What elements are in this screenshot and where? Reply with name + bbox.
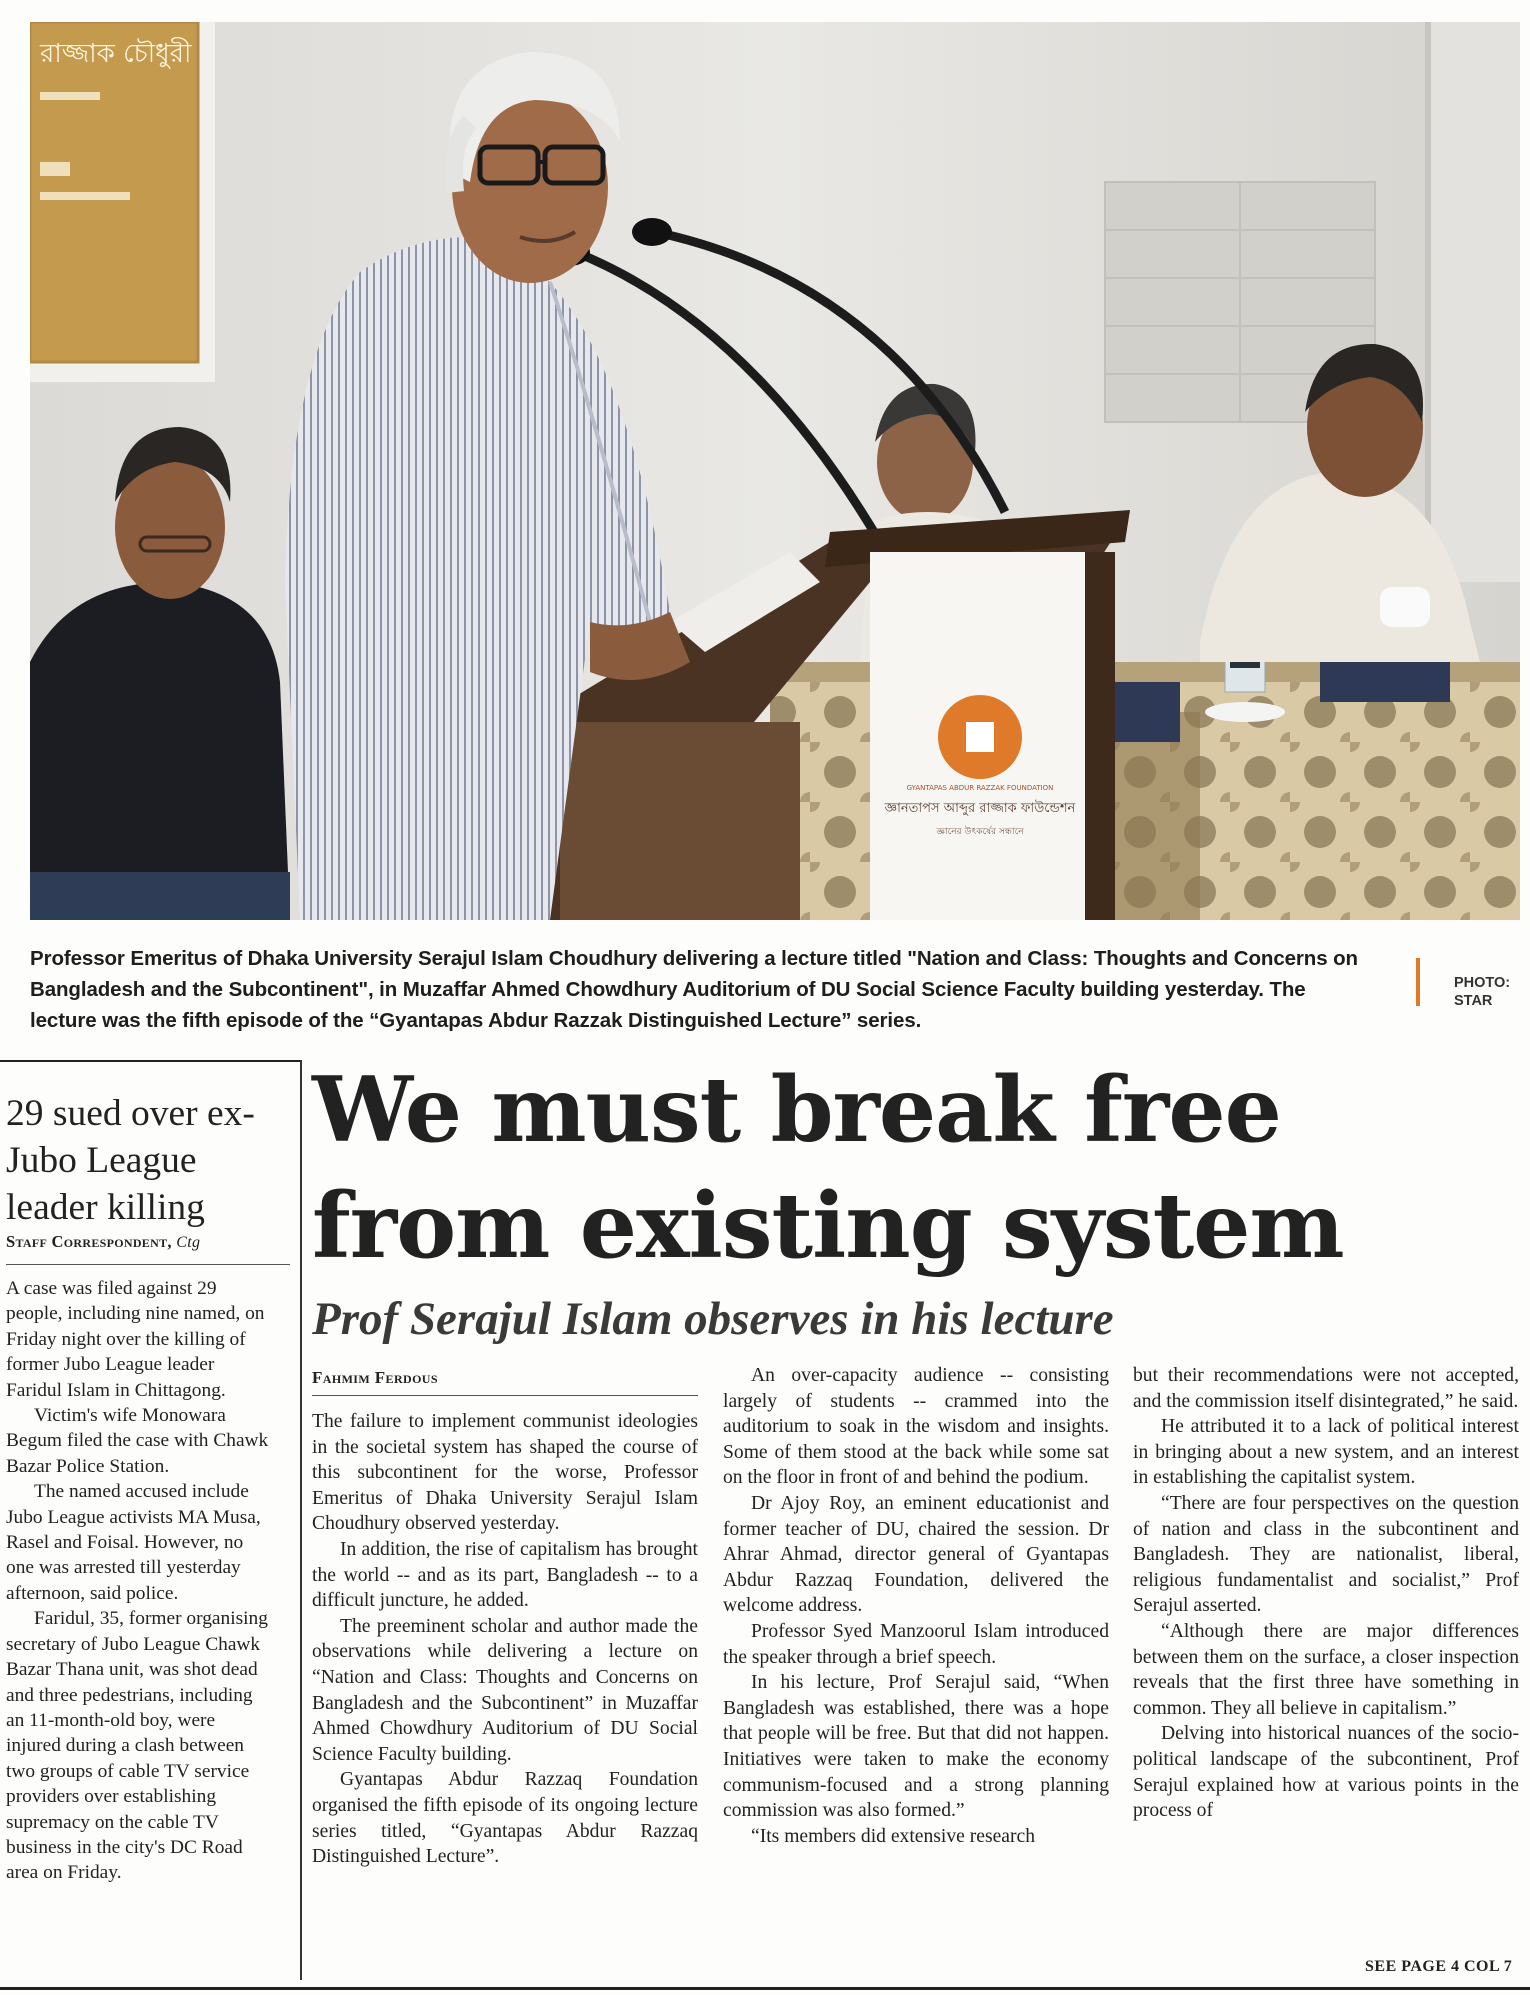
- side-story-byline-place: Ctg: [176, 1234, 201, 1251]
- side-story-byline-name: Staff Correspondent,: [6, 1232, 172, 1251]
- main-paragraph: In his lecture, Prof Serajul said, “When Bangladesh was established, there was a hope that people will be free. But that did not happen. Initiatives were taken to make the economy communism-focused and a strong planning commission was also formed.”: [723, 1672, 1109, 1822]
- lecture-photo-icon: [30, 22, 1520, 920]
- main-paragraph: The failure to implement communist ideologies in the societal system has shaped the course of this subcontinent for the worse, Professor Emeritus of Dhaka University Serajul Islam Choudhury observed yesterday.: [312, 1411, 698, 1535]
- side-story-byline-rule: [6, 1264, 290, 1265]
- main-paragraph: “Its members did extensive research: [751, 1825, 1035, 1847]
- main-deck: Prof Serajul Islam observes in his lecture: [312, 1293, 1114, 1345]
- main-paragraph: Dr Ajoy Roy, an eminent educationist and former teacher of DU, chaired the session. Dr Ahrar Ahmad, director general of Gyantapas Abdur Razzaq Foundation, delivered the welcome address.: [723, 1492, 1109, 1617]
- continued-jump-line: SEE PAGE 4 COL 7: [1365, 1958, 1513, 1975]
- main-headline: We must break free from existing system: [312, 1057, 1344, 1279]
- side-story-paragraph: A case was filed against 29 people, including nine named, on Friday night over the killing of former Jubo League leader Faridul Islam in Chittagong.: [6, 1278, 265, 1401]
- side-story-top-rule: [0, 1060, 300, 1062]
- page-bottom-rule: [0, 1987, 1530, 1990]
- photo-caption: Professor Emeritus of Dhaka University Serajul Islam Choudhury delivering a lecture titled "Nation and Class: Thoughts and Concerns on Bangladesh and the Subcontinent", in Muzaffar Ahmed Chowdhury Auditorium of DU Social Science Faculty building yesterday. The lecture was the fifth episode of the “Gyantapas Abdur Razzak Distinguished Lecture” series.: [30, 947, 1358, 1032]
- side-story-headline: 29 sued over ex-Jubo League leader killing: [6, 1093, 255, 1228]
- podium-subsign: জ্ঞানের উৎকর্ষের সন্ধানে: [936, 827, 1024, 837]
- main-story-column-2: [723, 1363, 1109, 1849]
- credit-accent-bar: [1416, 958, 1420, 1006]
- main-byline-rule: [312, 1395, 698, 1396]
- photo-credit: [1454, 974, 1510, 1010]
- side-story-body: [6, 1276, 274, 1886]
- main-paragraph: Professor Syed Manzoorul Islam introduced the speaker through a brief speech.: [723, 1620, 1109, 1668]
- main-story-column-1: [312, 1409, 698, 1870]
- lecture-photo: [30, 22, 1520, 920]
- main-byline: Fahmim Ferdous: [312, 1368, 438, 1387]
- podium-logo-text: GYANTAPAS ABDUR RAZZAK FOUNDATION: [906, 784, 1054, 792]
- main-paragraph: The preeminent scholar and author made the observations while delivering a lecture on “Nation and Class: Thoughts and Concerns on Bangladesh and the Subcontinent” in Muzaffar Ahmed Chowdhury Auditorium of DU Social Science Faculty building.: [312, 1615, 698, 1765]
- main-paragraph: “There are four perspectives on the question of nation and class in the subcontinent and Bangladesh. They are nationalist, liberal, religious fundamentalist and socialist,” Prof Serajul asserted.: [1133, 1492, 1519, 1617]
- main-story-column-3: [1133, 1363, 1519, 1824]
- side-story-paragraph: Victim's wife Monowara Begum filed the case with Chawk Bazar Police Station.: [6, 1405, 269, 1477]
- main-paragraph: but their recommendations were not accepted, and the commission itself disintegrated,” he said.: [1133, 1365, 1519, 1412]
- main-paragraph: An over-capacity audience -- consisting largely of students -- crammed into the auditorium to soak in the wisdom and insights. Some of them stood at the back while some sat on the floor in front of and behind the podium.: [723, 1365, 1109, 1489]
- side-story-paragraph: Faridul, 35, former organising secretary of Jubo League Chawk Bazar Thana unit, was shot dead and three pedestrians, including an 11-month-old boy, were injured during a clash between two groups of cable TV service providers over establishing supremacy on the cable TV business in the city's DC Road area on Friday.: [6, 1608, 268, 1884]
- side-story-byline: [6, 1232, 296, 1252]
- main-paragraph: In addition, the rise of capitalism has brought the world -- and as its part, Bangladesh -- to a difficult juncture, he added.: [312, 1538, 698, 1612]
- photo-credit-source: STAR: [1454, 993, 1493, 1009]
- main-paragraph: “Although there are major differences between them on the surface, a closer inspection reveals that the first three have something in common. They all believe in capitalism.”: [1133, 1620, 1519, 1719]
- wall-sign: রাজ্জাক চৌধুরী: [40, 39, 192, 69]
- main-paragraph: He attributed it to a lack of political interest in bringing about a new system, and an interest in establishing the capitalist system.: [1133, 1416, 1519, 1489]
- main-paragraph: Gyantapas Abdur Razzaq Foundation organised the fifth episode of its ongoing lecture series titled, “Gyantapas Abdur Razzaq Distinguished Lecture”.: [312, 1769, 698, 1868]
- column-divider: [300, 1060, 302, 1980]
- side-story-paragraph: The named accused include Jubo League activists MA Musa, Rasel and Foisal. However, no one was arrested till yesterday afternoon, said police.: [6, 1481, 261, 1604]
- podium-sign: জ্ঞানতাপস আব্দুর রাজ্জাক ফাউন্ডেশন: [884, 801, 1076, 816]
- main-paragraph: Delving into historical nuances of the socio-political landscape of the subcontinent, Prof Serajul explained how at various points in the process of: [1133, 1723, 1519, 1822]
- photo-credit-label: PHOTO:: [1454, 975, 1511, 991]
